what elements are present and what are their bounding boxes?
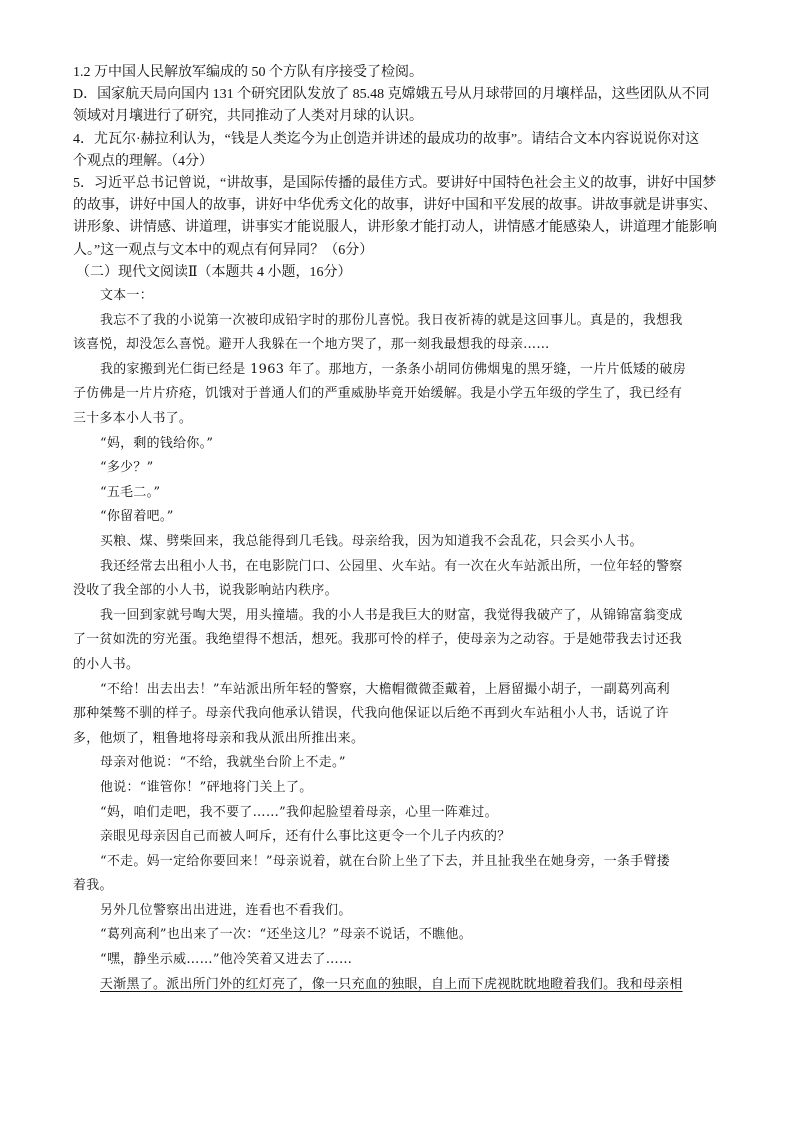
text-line: 着我。: [73, 878, 113, 894]
text-line: 讲形象、讲情感、讲道理，讲事实才能说服人，讲形象才能打动人，讲情感才能感染人，讲道理才能影响: [73, 220, 717, 236]
text-line: 领域对月壤进行了研究，共同推动了人类对月球的认识。: [73, 109, 423, 125]
text-line: 个观点的理解。（4分）: [73, 153, 213, 169]
text-line: 人。”这一观点与文本中的观点有何异同？（6分）: [73, 242, 374, 258]
text-line: 我还经常去出租小人书，在电影院门口、公园里、火车站。有一次在火车站派出所，一位年轻的警察: [100, 558, 683, 574]
document-body: [73, 62, 726, 997]
text-line: 该喜悦，却没怎么喜悦。避开人我躲在一个地方哭了，那一刻我最想我的母亲……: [73, 337, 550, 353]
text-line: 我的家搬到光仁街已经是 1963 年了。那地方，一条条小胡同仿佛烟鬼的黑牙缝，一片片低矮的破房: [100, 361, 686, 377]
text-line: 的小人书。: [73, 656, 140, 672]
text-line: 亲眼见母亲因自己而被人呵斥，还有什么事比这更令一个儿子内疚的？: [100, 829, 511, 845]
text-line: 母亲对他说：“不给，我就坐台阶上不走。”: [100, 755, 346, 771]
text-line: 没收了我全部的小人书，说我影响站内秩序。: [73, 583, 338, 599]
text-line: 他说：“谁管你！”砰地将门关上了。: [100, 779, 313, 795]
text-line: D．国家航天局向国内 131 个研究团队发放了 85.48 克嫦娥五号从月球带回的月壤样品，这些团队从不同: [73, 87, 710, 103]
text-line: 的故事，讲好中国人的故事，讲好中华优秀文化的故事，讲好中国和平发展的故事。讲故事就是讲事实、: [73, 198, 717, 214]
text-line: 那种桀骜不驯的样子。母亲代我向他承认错误，代我向他保证以后绝不再到火车站租小人书，话说了许: [73, 706, 669, 722]
text-line: 我忘不了我的小说第一次被印成铅字时的那份儿喜悦。我日夜祈祷的就是这回事儿。真是的，我想我: [100, 312, 683, 328]
text-line: 子仿佛是一片片疥疮，饥饿对于普通人们的严重威胁毕竟开始缓解。我是小学五年级的学生了，我已经有: [73, 386, 683, 402]
text-line: 5．习近平总书记曾说，“讲故事，是国际传播的最佳方式。要讲好中国特色社会主义的故事，讲好中国梦: [73, 176, 717, 192]
text-line: “不给！出去出去！”车站派出所年轻的警察，大檐帽微微歪戴着，上唇留撮小胡子，一副葛列高利: [100, 681, 670, 697]
text-line: “你留着吧。”: [100, 509, 174, 525]
text-line: （二）现代文阅读Ⅱ（本题共 4 小题，16分）: [76, 264, 352, 280]
text-line: 了一贫如洗的穷光蛋。我绝望得不想活，想死。我那可怜的样子，使母亲为之动容。于是她带我去讨还我: [73, 632, 683, 648]
text-line: 买粮、煤、劈柴回来，我总能得到几毛钱。母亲给我，因为知道我不会乱花，只会买小人书。: [100, 533, 643, 549]
text-line: “嘿，静坐示威……”他冷笑着又进去了……: [100, 952, 353, 968]
text-line: “多少？”: [100, 460, 154, 476]
text-line: 天渐黑了。派出所门外的红灯亮了，像一只充血的独眼，自上而下虎视眈眈地瞪着我们。我和母亲相: [100, 976, 683, 992]
text-line: 4．尤瓦尔·赫拉利认为，“钱是人类迄今为止创造并讲述的最成功的故事”。请结合文本内容说说你对这: [73, 131, 700, 147]
text-line: 多，他烦了，粗鲁地将母亲和我从派出所推出来。: [73, 730, 365, 746]
text-line: “妈，咱们走吧，我不要了……”我仰起脸望着母亲，心里一阵难过。: [100, 804, 498, 820]
text-line: 另外几位警察出出进进，连看也不看我们。: [100, 902, 352, 918]
text-line: “葛列高利”也出来了一次：“还坐这儿？”母亲不说话，不瞧他。: [100, 927, 473, 943]
text-line: 文本一：: [100, 288, 153, 304]
text-line: 1.2 万中国人民解放军编成的 50 个方队有序接受了检阅。: [73, 65, 423, 80]
text-line: 我一回到家就号啕大哭，用头撞墙。我的小人书是我巨大的财富，我觉得我破产了，从锦锦富翁变成: [100, 607, 683, 623]
text-line: “不走。妈一定给你要回来！”母亲说着，就在台阶上坐了下去，并且扯我坐在她身旁，一条手臂搂: [100, 853, 670, 869]
text-line: “五毛二。”: [100, 484, 161, 500]
text-line: “妈，剩的钱给你。”: [100, 435, 214, 451]
text-line: 三十多本小人书了。: [73, 411, 193, 426]
